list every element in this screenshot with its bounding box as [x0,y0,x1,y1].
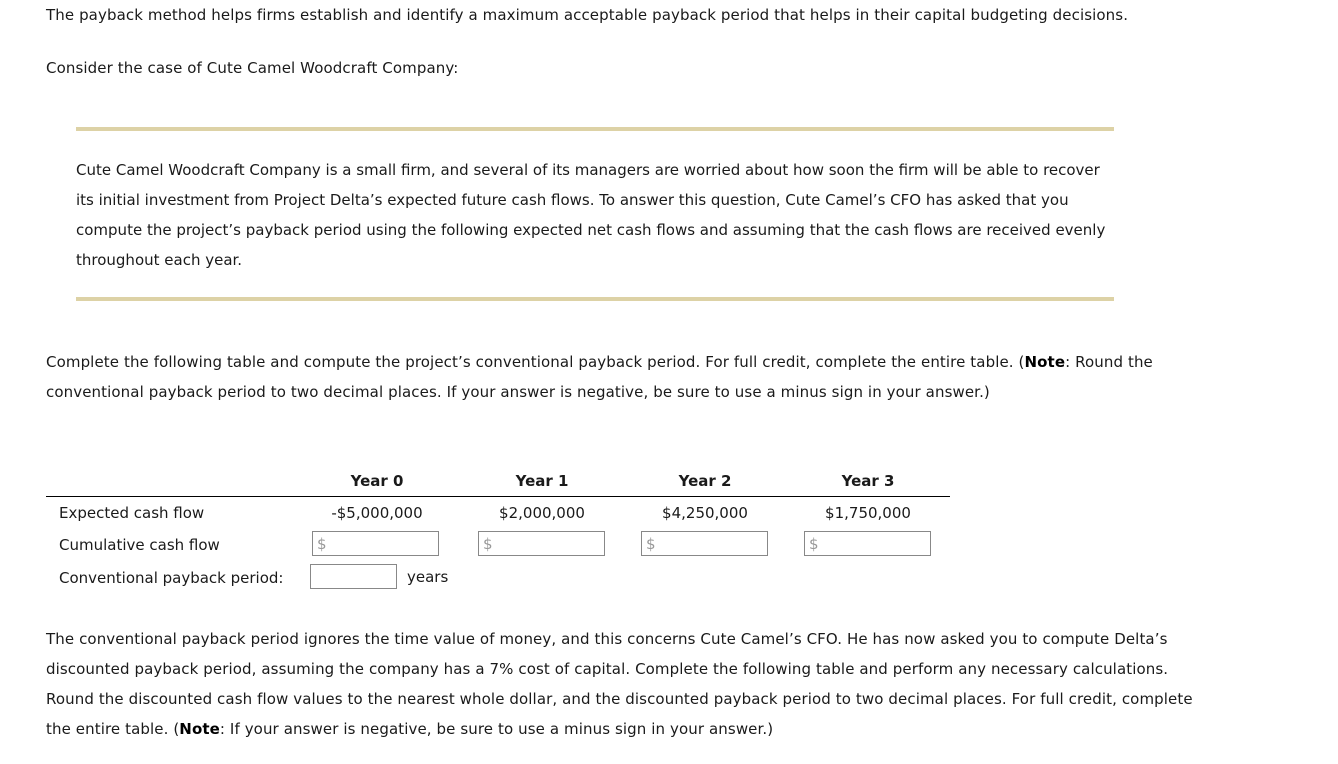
cumulative-cash-flow-input-year-2[interactable] [641,531,768,556]
expected-cash-flow-year-3: $1,750,000 [825,504,911,522]
instructions-discounted-after: : If your answer is negative, be sure to use a minus sign in your answer.) [219,720,774,738]
note-label: Note [1024,353,1066,371]
instructions-discounted [46,624,1206,744]
case-bottom-rule [76,297,1114,301]
expected-cash-flow-year-2: $4,250,000 [662,504,748,522]
case-description: Cute Camel Woodcraft Company is a small firm, and several of its managers are worried about how soon the firm will be able to recover its initial investment from Project Delta’s expected future cash flows. To answer this question, Cute Camel’s CFO has asked that you compute the project’s payback period using the following expected net cash flows and assuming that the cash flows are received evenly throughout each year. [76,161,1106,269]
dollar-sign-icon: $ [646,535,656,553]
table-header-divider [46,496,950,497]
header-year-0: Year 0 [350,472,404,490]
instructions-conventional-after: : Round the conventional payback period to two decimal places. If your answer is negative, be sure to use a minus sign in your answer.) [46,353,1153,401]
cumulative-cash-flow-input-year-0[interactable] [312,531,439,556]
payback-period-label: Conventional payback period: [59,569,284,587]
intro-text: The payback method helps firms establish and identify a maximum acceptable payback period that helps in their capital budgeting decisions. [46,6,1129,24]
payback-period-input[interactable] [310,564,397,589]
cumulative-cash-flow-input-year-3[interactable] [804,531,931,556]
header-year-3: Year 3 [841,472,895,490]
consider-text: Consider the case of Cute Camel Woodcraft Company: [46,59,459,77]
dollar-sign-icon: $ [317,535,327,553]
cumulative-cash-flow-label: Cumulative cash flow [59,536,220,554]
instructions-discounted-before: The conventional payback period ignores the time value of money, and this concerns Cute Camel’s CFO. He has now asked you to compute Delta’s discounted payback period, assuming the company has a 7% cost of capital. Complete the following table and perform any necessary calculations. Round the discounted cash flow values to the nearest whole dollar, and the discounted payback period to two decimal places. For full credit, complete the entire table. ( [46,630,1193,738]
years-unit-label: years [407,568,449,586]
note-label: Note [179,720,220,738]
expected-cash-flow-label: Expected cash flow [59,504,205,522]
expected-cash-flow-year-0: -$5,000,000 [331,504,423,522]
expected-cash-flow-year-1: $2,000,000 [499,504,585,522]
header-year-1: Year 1 [515,472,569,490]
cumulative-cash-flow-input-year-1[interactable] [478,531,605,556]
instructions-conventional [46,347,1156,407]
instructions-conventional-before: Complete the following table and compute the project’s conventional payback period. For full credit, complete the entire table. ( [46,353,1025,371]
dollar-sign-icon: $ [483,535,493,553]
header-year-2: Year 2 [678,472,732,490]
dollar-sign-icon: $ [809,535,819,553]
case-top-rule [76,127,1114,131]
